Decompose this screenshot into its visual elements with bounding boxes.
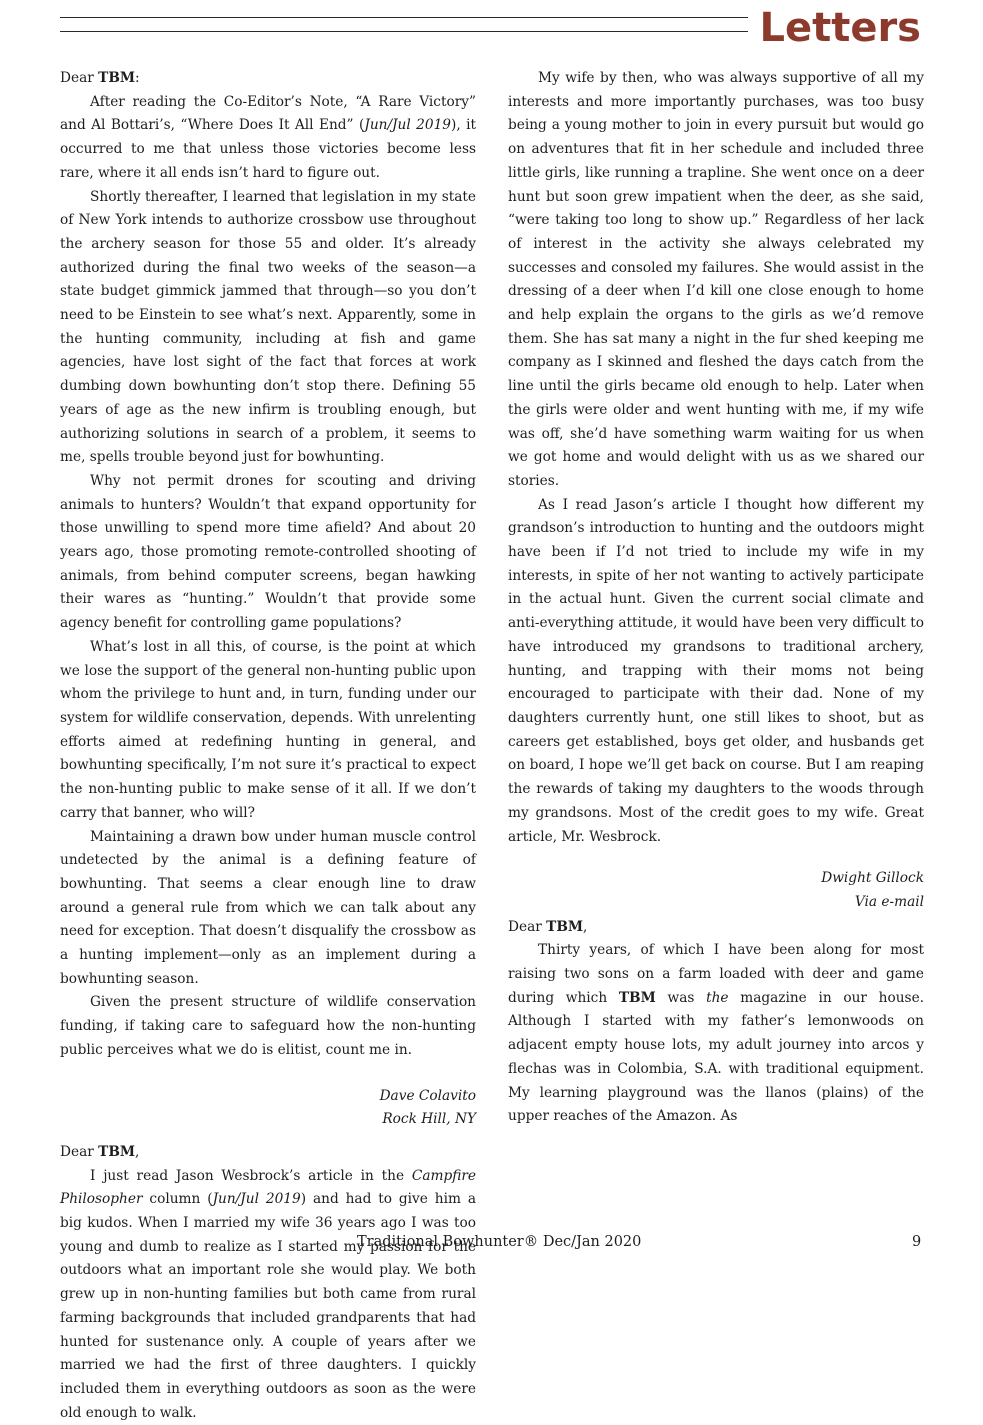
column-left [60,67,476,1425]
page-number: 9 [912,1234,922,1250]
letter2-signature-name: Dwight Gillock [821,870,924,887]
letter2-paragraph-3: As I read Jason’s article I thought how different my grandson’s introduction to hunting and the outdoors might have been if I’d not tried to include my wife in my interests, in spite of her not wanting to actively participate in the actual hunt. Given the current social climate and anti-everything attitude, it would have been very difficult to have introduced my grandsons to traditional archery, hunting, and trapping with their moms not being encouraged to participate with their dad. None of my daughters currently hunt, one still likes to shoot, but as careers get established, boys get older, and husbands get on board, I hope we’ll get back on course. But I am reaping the rewards of taking my daughters to the woods through my grandsons. Most of the credit goes to my wife. Great article, Mr. Wesbrock. [508,496,924,845]
column-right [508,67,924,1129]
letter3-greeting: Dear TBM, [508,918,588,935]
letter2-greeting: Dear TBM, [60,1143,140,1160]
header-rule-bottom [60,31,748,32]
footer-publication: Traditional Bowhunter® Dec/Jan 2020 [357,1234,642,1250]
letter1-paragraph-5: Maintaining a drawn bow under human muscle control undetected by the animal is a defining feature of bowhunting. That seems a clear enough line to draw around a general rule from which we can talk about any need for exception. That doesn’t disqualify the crossbow as a hunting implement—only as an implement during a bowhunting season. [60,828,476,987]
letter1-paragraph-1: After reading the Co-Editor’s Note, “A Rare Victory” and Al Bottari’s, “Where Does It All End” (Jun/Jul 2019), it occurred to me that unless those victories become less rare, where it all ends isn’t hard to figure out. [60,93,476,181]
letter1-paragraph-3: Why not permit drones for scouting and driving animals to hunters? Wouldn’t that expand opportunity for those unwilling to spend more time afield? And about 20 years ago, those promoting remote-controlled shooting of animals, from behind computer screens, began hawking their wares as “hunting.” Wouldn’t that provide some agency benefit for controlling game populations? [60,472,476,632]
letter1-paragraph-4: What’s lost in all this, of course, is the point at which we lose the support of the general non-hunting public upon whom the privilege to hunt and, in turn, funding under our system for wildlife conservation, depends. With unrelenting efforts aimed at redefining hunting in general, and bowhunting specifically, I’m not sure it’s practical to expect the non-hunting public to make sense of it all. If we don’t carry that banner, who will? [60,638,476,821]
letter1-signature-location: Rock Hill, NY [382,1111,476,1128]
section-title: Letters [759,5,921,51]
letter1-signature [60,1085,476,1132]
header-rule-top [60,17,748,18]
letter1-signature-name: Dave Colavito [379,1087,476,1104]
letter3-paragraph-1: Thirty years, of which I have been along for most raising two sons on a farm loaded with deer and game during which TBM was the magazine in our house. Although I started with my father’s lemonwoods on adjacent empty house lots, my adult journey into arcos y flechas was in Colombia, S.A. with traditional equipment. My learning playground was the llanos (plains) of the upper reaches of the Amazon. As [508,942,925,1125]
letter2-paragraph-1: I just read Jason Wesbrock’s article in the Campfire Philosopher column (Jun/Jul 2019) and had to give him a big kudos. When I married my wife 36 years ago I was too young and dumb to realize as I started my passion for the outdoors what an important role she would play. We both grew up in non-hunting families but both came from rural farming backgrounds that included grandparents that had hunted for sustenance only. A couple of years after we married we had the first of three daughters. I quickly included them in everything outdoors as soon as the were old enough to walk. [60,1167,477,1421]
letter1-paragraph-2: Shortly thereafter, I learned that legislation in my state of New York intends to authorize crossbow use throughout the archery season for those 55 and older. It’s already authorized during the final two weeks of the season—a state budget gimmick jammed that through—so you don’t need to be Einstein to see what’s next. Apparently, some in the hunting community, including at fish and game agencies, have lost sight of the fact that forces at work dumbing down bowhunting don’t stop there. Defining 55 years of age as the new infirm is troubling enough, but authorizing solutions in search of a problem, it seems to me, spells trouble beyond just for bowhunting. [60,188,476,466]
letter2-signature-via: Via e-mail [854,893,924,910]
letter1-greeting: Dear TBM: [60,70,140,86]
letter1-paragraph-6: Given the present structure of wildlife conservation funding, if taking care to safeguard how the non-hunting public perceives what we do is elitist, count me in. [60,994,476,1058]
letter2-paragraph-2: My wife by then, who was always supportive of all my interests and more importantly purchases, was too busy being a young mother to join in every pursuit but would go on adventures that fit in her schedule and included three little girls, like running a trapline. She went once on a deer hunt but soon grew impatient when the deer, as she said, “were taking too long to show up.” Regardless of her lack of interest in the activity she always celebrated my successes and consoled my failures. She would assist in the dressing of a deer when I’d kill one close enough to home and help explain the organs to the girls as we’d remove them. She has sat many a night in the fur shed keeping me company as I skinned and fleshed the days catch from the line until the girls became old enough to help. Later when the girls were older and went hunting with me, if my wife was off, she’d have something warm waiting for us when we got home and would delight with us as we shared our stories. [508,70,924,489]
letter2-signature [508,867,924,914]
